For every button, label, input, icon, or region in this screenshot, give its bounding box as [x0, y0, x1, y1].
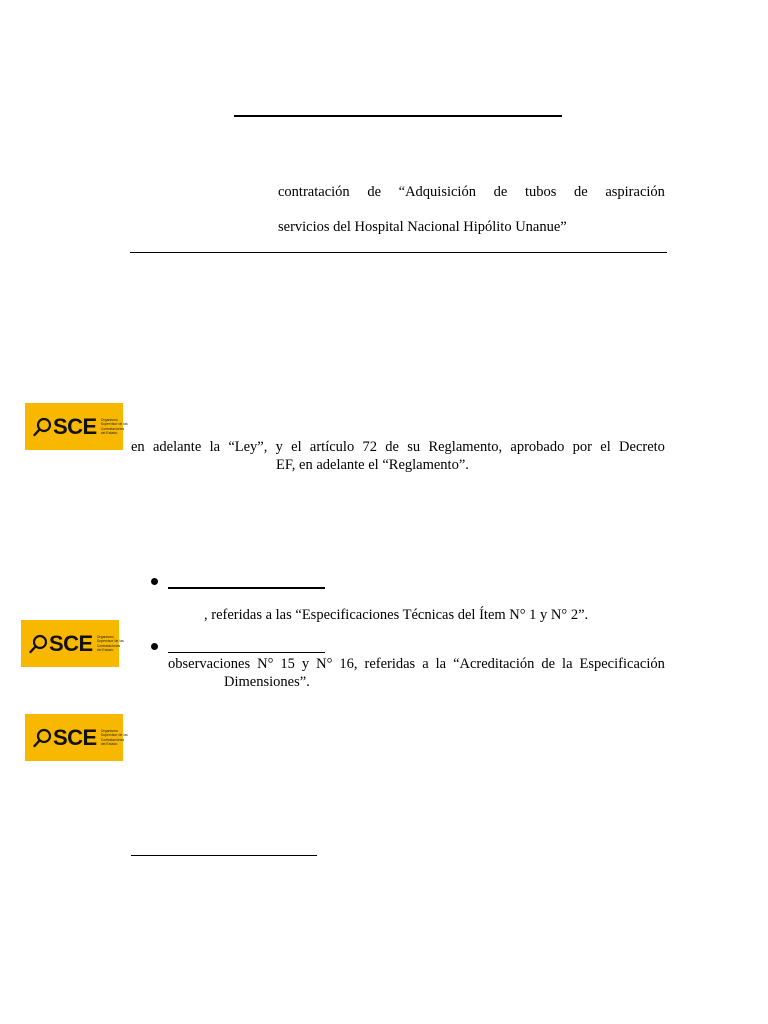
word: contratación [278, 184, 350, 200]
word: artículo [309, 439, 355, 455]
word: el [291, 439, 302, 455]
subject-line-2: servicios del Hospital Nacional Hipólito Unanue” [278, 219, 567, 235]
word: de [385, 439, 399, 455]
magnifier-icon [33, 417, 53, 437]
word: y [275, 439, 283, 455]
section-divider [130, 252, 667, 253]
word: N° [257, 656, 274, 672]
word: la [209, 439, 221, 455]
word: Especificación [579, 656, 665, 672]
word: 15 [280, 656, 295, 672]
word: “Adquisición [398, 184, 476, 200]
reglamento-line: EF, en adelante el “Reglamento”. [276, 457, 469, 473]
word: N° [316, 656, 333, 672]
word: a [422, 656, 429, 672]
word: adelante [152, 439, 202, 455]
word: “Ley”, [228, 439, 268, 455]
ley-line [131, 438, 665, 456]
word: Decreto [619, 439, 665, 455]
bullet-1-dot [151, 578, 158, 585]
bullet-1-underline [168, 587, 325, 589]
word: de [493, 184, 508, 200]
logo-wordmark: SCE [53, 724, 97, 750]
osce-logo [25, 714, 128, 761]
word: aprobado [510, 439, 565, 455]
word: de [574, 184, 588, 200]
magnifier-icon [29, 634, 49, 654]
word: su [407, 439, 421, 455]
bullet-2-dot [151, 643, 158, 650]
word: la [435, 656, 447, 672]
osce-logo [25, 403, 128, 450]
word: 72 [362, 439, 377, 455]
word: observaciones [168, 656, 251, 672]
word: Reglamento, [428, 439, 503, 455]
word: en [131, 439, 145, 455]
word: el [600, 439, 611, 455]
bullet-2-line-2: Dimensiones”. [224, 674, 310, 690]
logo-subtitle: Organismo Supervisor de las Contrataciones del Estado [96, 635, 124, 652]
bullet-2-line-1 [168, 655, 665, 673]
word: tubos [524, 184, 557, 200]
subject-line-1 [278, 183, 665, 201]
logo-wordmark: SCE [53, 413, 97, 439]
osce-logo [21, 620, 124, 667]
footnote-separator [131, 855, 317, 856]
logo-subtitle: Organismo Supervisor de las Contrataciones del Estado [100, 418, 128, 435]
bullet-2-underline [168, 652, 325, 653]
logo-subtitle: Organismo Supervisor de las Contrataciones del Estado [100, 729, 128, 746]
word: aspiración [605, 184, 665, 200]
title-underline [234, 115, 562, 117]
word: 16, [339, 656, 358, 672]
bullet-1-text: , referidas a las “Especificaciones Técnicas del Ítem N° 1 y N° 2”. [204, 607, 589, 623]
word: de [367, 184, 381, 200]
word: referidas [364, 656, 416, 672]
logo-wordmark: SCE [49, 630, 93, 656]
word: y [301, 656, 310, 672]
word: por [572, 439, 592, 455]
word: “Acreditación [453, 656, 535, 672]
word: la [562, 656, 573, 672]
word: de [541, 656, 556, 672]
magnifier-icon [33, 728, 53, 748]
